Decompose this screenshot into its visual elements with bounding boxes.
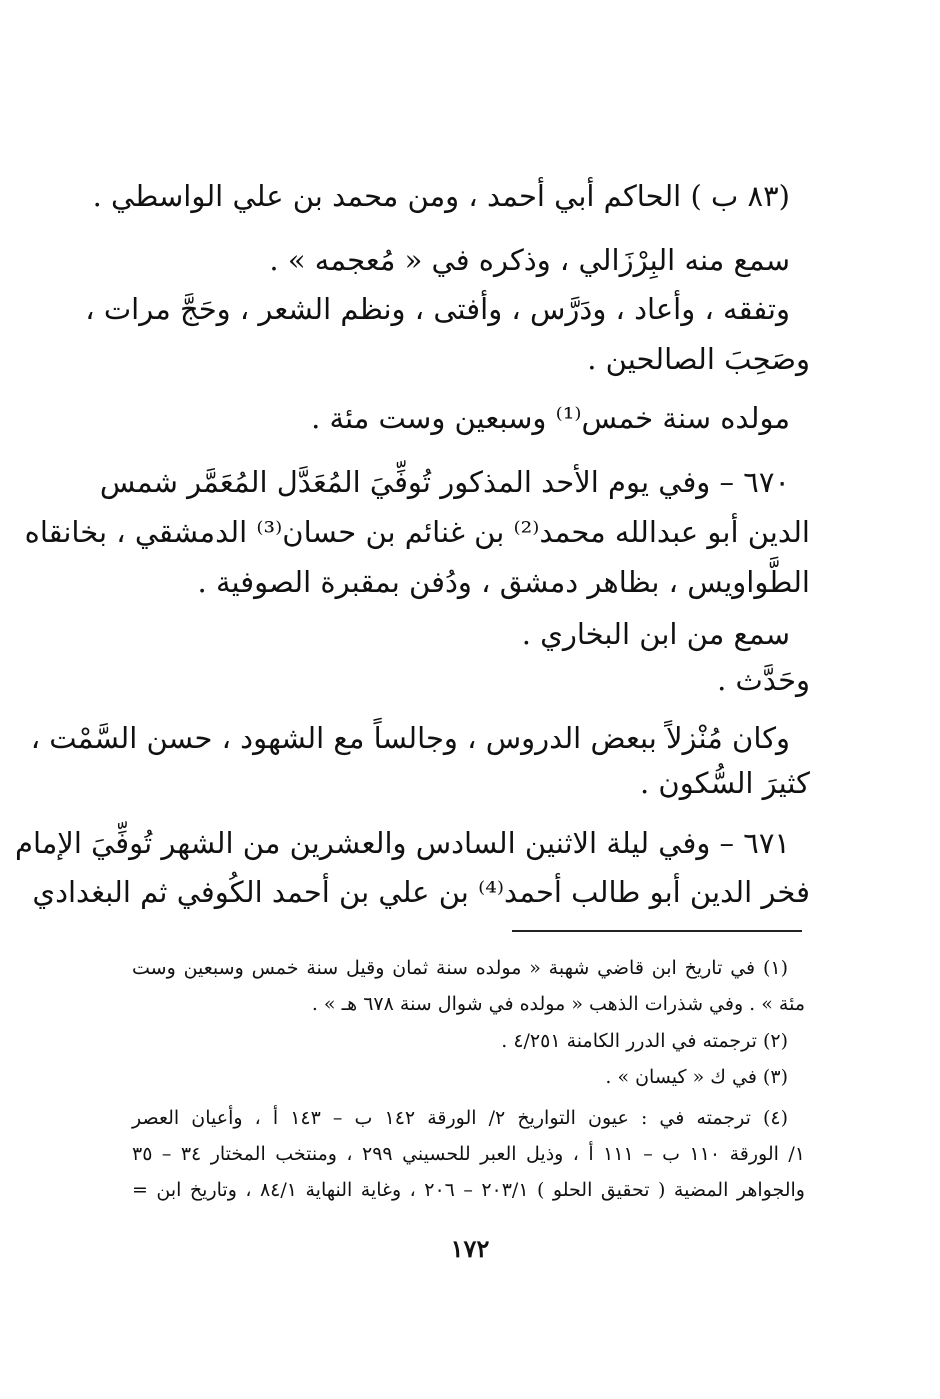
page-number: ١٧٢ xyxy=(450,1234,490,1263)
footnote-line: (١) في تاريخ ابن قاضي شهبة « مولده سنة ثمان وقيل سنة خمس وسبعين وست xyxy=(132,957,788,979)
body-line: مولده سنة خمس⁽¹⁾ وسبعين وست مئة . xyxy=(311,401,790,435)
footnote-line: (٤) ترجمته في : عيون التواريخ ٢/ الورقة ١٤٢ ب – ١٤٣ أ ، وأعيان العصر xyxy=(132,1107,788,1129)
body-line: الدين أبو عبدالله محمد⁽²⁾ بن غنائم بن حسان⁽³⁾ الدمشقي ، بخانقاه xyxy=(24,515,810,549)
footnote-separator xyxy=(512,930,802,932)
body-line: سمع منه البِرْزَالي ، وذكره في « مُعجمه » . xyxy=(269,243,790,277)
body-line: فخر الدين أبو طالب أحمد⁽⁴⁾ بن علي بن أحمد الكُوفي ثم البغدادي xyxy=(32,875,810,909)
body-line: وكان مُنْزلاً ببعض الدروس ، وجالساً مع الشهود ، حسن السَّمْت ، xyxy=(30,721,790,755)
body-line: سمع من ابن البخاري . xyxy=(521,617,790,651)
footnote-line: (٣) في ك « كيسان » . xyxy=(605,1066,788,1088)
body-line: ٦٧٠ – وفي يوم الأحد المذكور تُوفِّيَ المُعَدَّل المُعَمَّر شمس xyxy=(99,465,790,499)
body-line: الطَّواويس ، بظاهر دمشق ، ودُفن بمقبرة الصوفية . xyxy=(197,565,810,599)
body-line: وحَدَّث . xyxy=(717,663,810,697)
footnote-line: مئة » . وفي شذرات الذهب « مولده في شوال سنة ٦٧٨ هـ » . xyxy=(311,993,805,1015)
body-line: كثيرَ السُّكون . xyxy=(639,766,810,800)
footnote-line: ١/ الورقة ١١٠ ب – ١١١ أ ، وذيل العبر للحسيني ٢٩٩ ، ومنتخب المختار ٣٤ – ٣٥ xyxy=(132,1143,806,1165)
footnote-line: (٢) ترجمته في الدرر الكامنة ٤/٢٥١ . xyxy=(501,1030,788,1052)
body-line: وصَحِبَ الصالحين . xyxy=(587,342,810,376)
body-line: وتفقه ، وأعاد ، ودَرَّس ، وأفتى ، ونظم الشعر ، وحَجَّ مرات ، xyxy=(85,292,790,326)
body-line: (٨٣ ب ) الحاكم أبي أحمد ، ومن محمد بن علي الواسطي . xyxy=(92,179,790,213)
body-line: ٦٧١ – وفي ليلة الاثنين السادس والعشرين من الشهر تُوفِّيَ الإمام xyxy=(14,826,790,860)
footnote-line: والجواهر المضية ( تحقيق الحلو ) ٢٠٣/١ – ٢٠٦ ، وغاية النهاية ٨٤/١ ، وتاريخ ابن = xyxy=(132,1179,805,1201)
